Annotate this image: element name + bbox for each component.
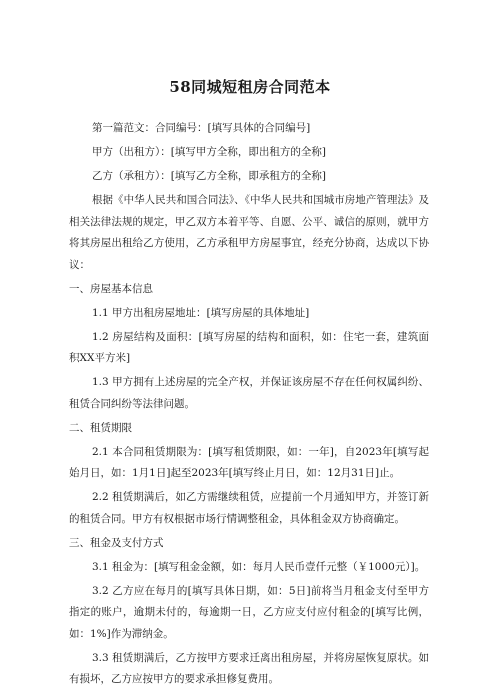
clause-3-1: 3.1 租金为：[填写租金金额，如：每月人民币壹仟元整（￥1000元）]。 [92, 560, 426, 573]
clause-1-2: 1.2 房屋结构及面积：[填写房屋的结构和面积，如：住宅一套，建筑面积XX平方米] [69, 330, 429, 364]
clause-1-3: 1.3 甲方拥有上述房屋的完全产权，并保证该房屋不存在任何权属纠纷、租赁合同纠纷等法律问题。 [69, 376, 429, 410]
document-body [69, 118, 429, 693]
clause-2-2: 2.2 租赁期满后，如乙方需继续租赁，应提前一个月通知甲方，并签订新的租赁合同。甲方有权根据市场行情调整租金，具体租金双方协商确定。 [69, 491, 429, 525]
paragraph-contract-number: 第一篇范文：合同编号：[填写具体的合同编号] [92, 122, 311, 134]
paragraph-party-b: 乙方（承租方）：[填写乙方全称，即承租方的全称] [92, 170, 326, 182]
clause-2-1: 2.1 本合同租赁期限为：[填写租赁期限，如：一年]，自2023年[填写起始月日，如：1月1日]起至2023年[填写终止月日，如：12月31日]止。 [69, 445, 429, 479]
clause-3-3: 3.3 租赁期满后，乙方按甲方要求迁离出租房屋，并将房屋恢复原状。如有损坏，乙方应按甲方的要求承担修复费用。 [69, 651, 429, 685]
paragraph-party-a: 甲方（出租方）：[填写甲方全称，即出租方的全称] [92, 146, 326, 158]
document-title: 58同城短租房合同范本 [169, 78, 331, 96]
clause-1-1: 1.1 甲方出租房屋地址：[填写房屋的具体地址] [92, 306, 310, 319]
clause-3-2: 3.2 乙方应在每月的[填写具体日期，如：5日]前将当月租金支付至甲方指定的账户，逾期未付的，每逾期一日，乙方应支付应付租金的[填写比例，如：1%]作为滞纳金。 [69, 584, 429, 640]
section-heading-rent-payment: 三、租金及支付方式 [69, 536, 164, 549]
section-heading-property-info: 一、房屋基本信息 [69, 282, 153, 295]
paragraph-preamble: 根据《中华人民共和国合同法》、《中华人民共和国城市房地产管理法》及相关法律法规的规定，甲乙双方本着平等、自愿、公平、诚信的原则，就甲方将其房屋出租给乙方使用，乙方承租甲方房屋事宜，经充分协商，达成以下协议： [69, 194, 429, 271]
section-heading-lease-term: 二、租赁期限 [69, 421, 132, 434]
